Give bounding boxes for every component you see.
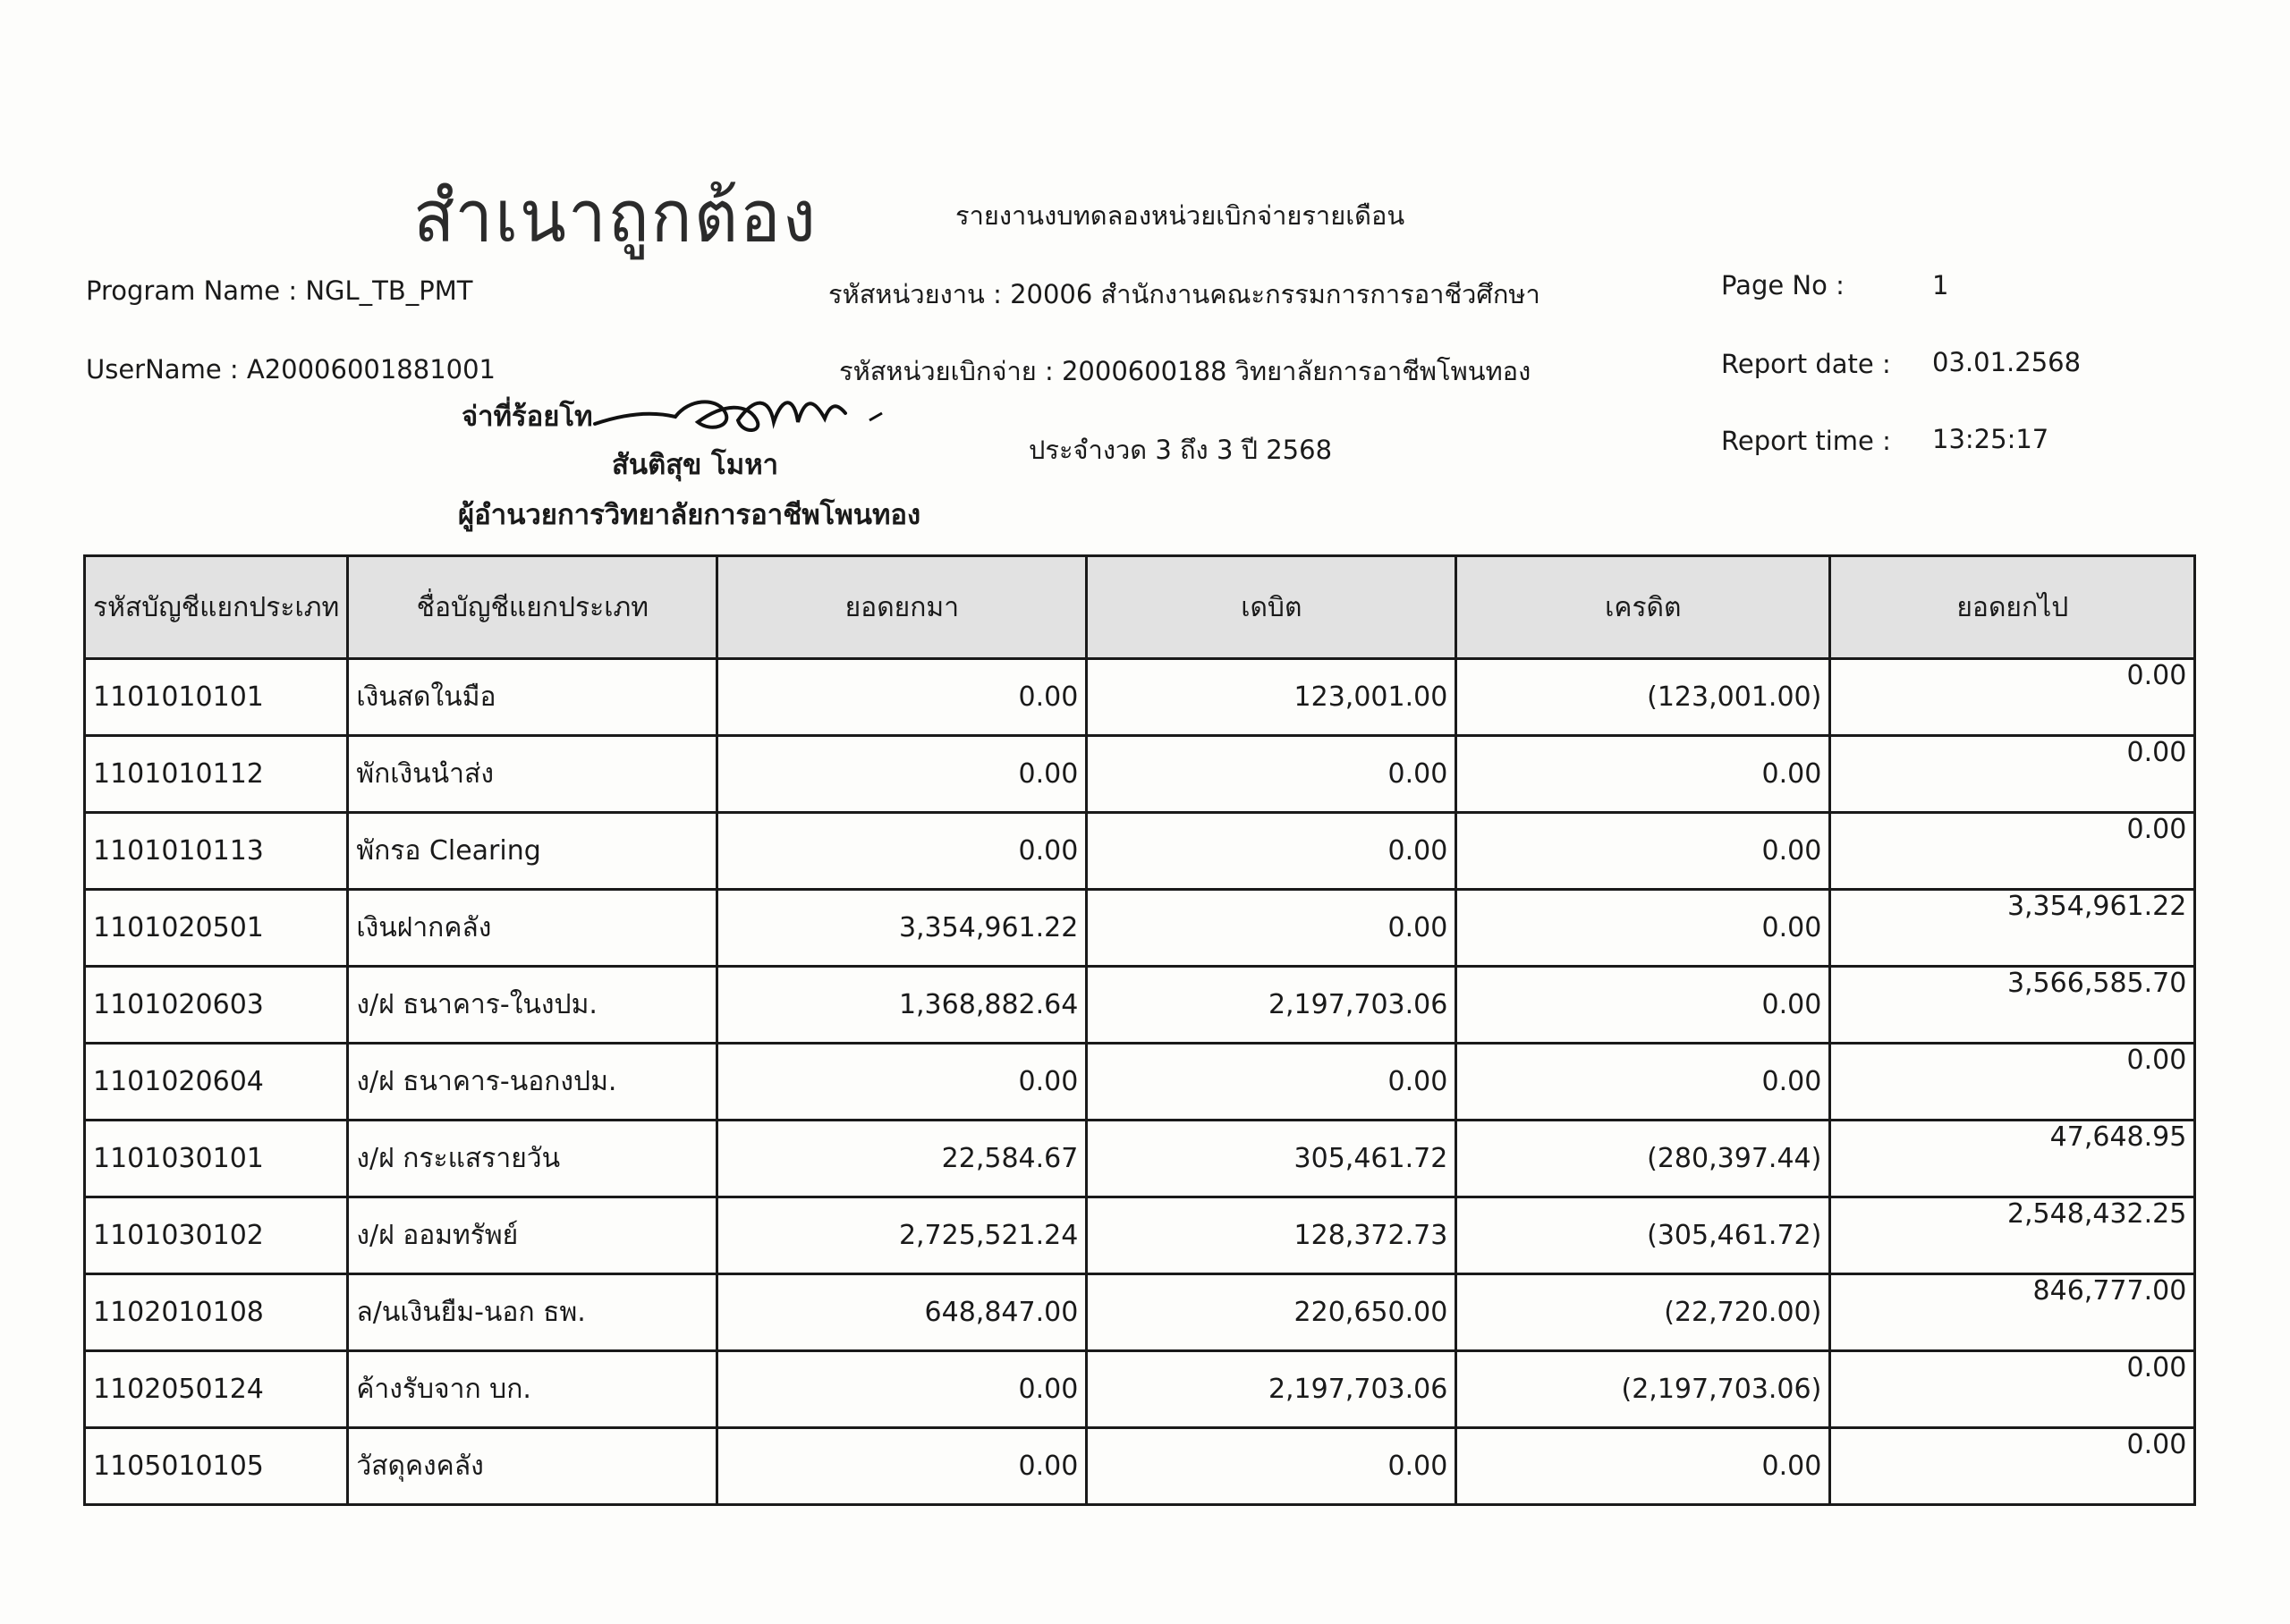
debit-cell: 0.00 — [1087, 890, 1456, 967]
report-time-label: Report time : — [1721, 426, 1891, 456]
debit-cell: 305,461.72 — [1087, 1121, 1456, 1197]
table-row — [85, 967, 2195, 1044]
credit-cell: (305,461.72) — [1456, 1197, 1830, 1274]
closing-balance-cell: 3,566,585.70 — [1830, 967, 2195, 1044]
account-name-cell: ง/ฝ ธนาคาร-นอกงปม. — [348, 1044, 717, 1121]
account-name-cell: พักเงินนำส่ง — [348, 736, 717, 813]
account-name-cell: วัสดุคงคลัง — [348, 1428, 717, 1505]
column-header-account-name: ชื่อบัญชีแยกประเภท — [348, 556, 717, 659]
report-date-label: Report date : — [1721, 349, 1891, 379]
account-name-cell: เงินฝากคลัง — [348, 890, 717, 967]
opening-balance-cell: 0.00 — [717, 813, 1087, 890]
account-code-cell: 1101030102 — [85, 1197, 348, 1274]
debit-cell: 0.00 — [1087, 1428, 1456, 1505]
table-row — [85, 1428, 2195, 1505]
account-code-cell: 1102010108 — [85, 1274, 348, 1351]
disbursing-unit-code: รหัสหน่วยเบิกจ่าย : 2000600188 วิทยาลัยการอาชีพโพนทอง — [839, 356, 1531, 386]
report-date: 03.01.2568 — [1932, 347, 2082, 377]
account-code-cell: 1105010105 — [85, 1428, 348, 1505]
opening-balance-cell: 0.00 — [717, 659, 1087, 736]
signer-position: ผู้อำนวยการวิทยาลัยการอาชีพโพนทอง — [458, 499, 921, 531]
credit-cell: 0.00 — [1456, 967, 1830, 1044]
table-row — [85, 659, 2195, 736]
account-name-cell: ง/ฝ กระแสรายวัน — [348, 1121, 717, 1197]
credit-cell: (123,001.00) — [1456, 659, 1830, 736]
opening-balance-cell: 3,354,961.22 — [717, 890, 1087, 967]
debit-cell: 2,197,703.06 — [1087, 1351, 1456, 1428]
certified-copy-stamp: สำเนาถูกต้อง — [413, 173, 818, 258]
signer-name: สันติสุข โมหา — [612, 449, 779, 481]
column-header-credit: เครดิต — [1456, 556, 1830, 659]
table-row — [85, 736, 2195, 813]
opening-balance-cell: 1,368,882.64 — [717, 967, 1087, 1044]
opening-balance-cell: 22,584.67 — [717, 1121, 1087, 1197]
closing-balance-cell: 2,548,432.25 — [1830, 1197, 2195, 1274]
account-name-cell: ง/ฝ ธนาคาร-ในงปม. — [348, 967, 717, 1044]
account-code-cell: 1101010101 — [85, 659, 348, 736]
table-row — [85, 1274, 2195, 1351]
account-code-cell: 1101020603 — [85, 967, 348, 1044]
opening-balance-cell: 0.00 — [717, 1044, 1087, 1121]
closing-balance-cell: 0.00 — [1830, 736, 2195, 813]
account-name-cell: ล/นเงินยืม-นอก ธพ. — [348, 1274, 717, 1351]
account-code-cell: 1101020501 — [85, 890, 348, 967]
account-name-cell: ง/ฝ ออมทรัพย์ — [348, 1197, 717, 1274]
debit-cell: 0.00 — [1087, 736, 1456, 813]
opening-balance-cell: 0.00 — [717, 736, 1087, 813]
table-row — [85, 1121, 2195, 1197]
account-name-cell: พักรอ Clearing — [348, 813, 717, 890]
credit-cell: 0.00 — [1456, 890, 1830, 967]
closing-balance-cell: 0.00 — [1830, 659, 2195, 736]
signer-rank: จ่าที่ร้อยโท — [462, 401, 593, 433]
account-code-cell: 1101030101 — [85, 1121, 348, 1197]
report-time: 13:25:17 — [1932, 424, 2049, 454]
column-header-account-code: รหัสบัญชีแยกประเภท — [85, 556, 348, 659]
closing-balance-cell: 0.00 — [1830, 1351, 2195, 1428]
opening-balance-cell: 648,847.00 — [717, 1274, 1087, 1351]
closing-balance-cell: 47,648.95 — [1830, 1121, 2195, 1197]
credit-cell: (2,197,703.06) — [1456, 1351, 1830, 1428]
debit-cell: 220,650.00 — [1087, 1274, 1456, 1351]
opening-balance-cell: 0.00 — [717, 1428, 1087, 1505]
trial-balance-table — [83, 554, 2196, 1506]
agency-code: รหัสหน่วยงาน : 20006 สำนักงานคณะกรรมการการอาชีวศึกษา — [828, 279, 1540, 309]
column-header-opening-balance: ยอดยกมา — [717, 556, 1087, 659]
closing-balance-cell: 0.00 — [1830, 1428, 2195, 1505]
credit-cell: 0.00 — [1456, 1044, 1830, 1121]
report-period: ประจำงวด 3 ถึง 3 ปี 2568 — [1029, 435, 1333, 465]
debit-cell: 2,197,703.06 — [1087, 967, 1456, 1044]
report-title: รายงานงบทดลองหน่วยเบิกจ่ายรายเดือน — [955, 200, 1405, 231]
account-name-cell: ค้างรับจาก บก. — [348, 1351, 717, 1428]
account-code-cell: 1101010113 — [85, 813, 348, 890]
debit-cell: 123,001.00 — [1087, 659, 1456, 736]
program-name: Program Name : NGL_TB_PMT — [86, 275, 473, 306]
opening-balance-cell: 0.00 — [717, 1351, 1087, 1428]
table-row — [85, 1351, 2195, 1428]
opening-balance-cell: 2,725,521.24 — [717, 1197, 1087, 1274]
account-name-cell: เงินสดในมือ — [348, 659, 717, 736]
credit-cell: 0.00 — [1456, 736, 1830, 813]
debit-cell: 128,372.73 — [1087, 1197, 1456, 1274]
closing-balance-cell: 0.00 — [1830, 1044, 2195, 1121]
account-code-cell: 1102050124 — [85, 1351, 348, 1428]
table-row — [85, 813, 2195, 890]
closing-balance-cell: 3,354,961.22 — [1830, 890, 2195, 967]
account-code-cell: 1101010112 — [85, 736, 348, 813]
account-code-cell: 1101020604 — [85, 1044, 348, 1121]
table-row — [85, 890, 2195, 967]
table-row — [85, 1197, 2195, 1274]
debit-cell: 0.00 — [1087, 1044, 1456, 1121]
page-no-label: Page No : — [1721, 270, 1845, 300]
page-no: 1 — [1932, 270, 1949, 300]
table-header-row — [85, 556, 2195, 659]
column-header-closing-balance: ยอดยกไป — [1830, 556, 2195, 659]
credit-cell: (22,720.00) — [1456, 1274, 1830, 1351]
column-header-debit: เดบิต — [1087, 556, 1456, 659]
closing-balance-cell: 0.00 — [1830, 813, 2195, 890]
credit-cell: 0.00 — [1456, 1428, 1830, 1505]
credit-cell: 0.00 — [1456, 813, 1830, 890]
closing-balance-cell: 846,777.00 — [1830, 1274, 2195, 1351]
credit-cell: (280,397.44) — [1456, 1121, 1830, 1197]
user-name: UserName : A20006001881001 — [86, 354, 496, 385]
table-row — [85, 1044, 2195, 1121]
debit-cell: 0.00 — [1087, 813, 1456, 890]
handwritten-signature — [590, 386, 886, 440]
